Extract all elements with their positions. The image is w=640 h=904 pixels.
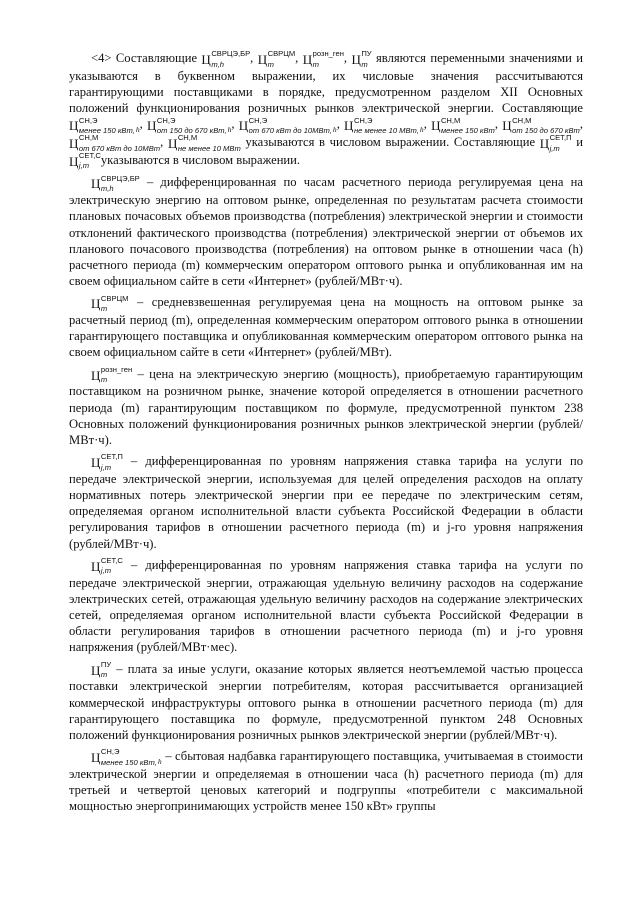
definition-text: – плата за иные услуги, оказание которых является неотъемлемой частью процесса поставки электрической энергии потребителям, которая рассчитывается организацией коммерческой инфраструктуры оптового рынка в отношении расчетного периода (m) для гарантирующего поставщика по формуле, предусмотренной пунктом 248 Основных положений функционирования розничных рынков электрической энергии (рублей/МВт·ч). (69, 661, 583, 742)
intro-text-4: указываются в числовом выражении. (100, 152, 301, 167)
symbol-sn-e-670-10mw: Ц СН,Э от 670 кВт до 10МВт, h (238, 115, 337, 135)
definition-symbol: Ц СВРЦМ m (91, 293, 129, 313)
definition-set-p (69, 453, 583, 552)
definition-symbol: Ц СВРЦЭ,БР m,h (91, 173, 140, 193)
symbol-ts-pu: Ц ПУ m (351, 49, 372, 69)
symbol-sn-m-670-10mw: Ц СН,М от 670 кВт до 10МВт (69, 133, 161, 153)
intro-text-3: и (576, 135, 583, 150)
intro-lead: <4> Составляющие (91, 51, 198, 65)
definition-symbol: Ц розн_ген m (91, 364, 133, 385)
symbol-sn-m-lt150: Ц СН,М менее 150 кВт (431, 115, 495, 135)
symbol-ts-svrtsm: Ц СВРЦМ m (257, 49, 296, 69)
definition-text: – цена на электрическую энергию (мощность), приобретаемую гарантирующим поставщиком на розничном рынке, значение которой определяется в отношении расчетного периода (m) гарантирующим поставщиком по формуле, предусмотренной пунктом 238 Основных положений функционирования розничных рынков электрической энергии (рублей/МВт·ч). (69, 366, 583, 447)
symbol-ts-svrtse-br: Ц СВРЦЭ,БР m,h (201, 49, 251, 69)
symbol-set-p: Ц СЕТ,П j,m (539, 133, 572, 153)
definition-svrtse-br (69, 174, 583, 289)
definition-symbol: Ц СЕТ,П j,m (91, 452, 123, 472)
definition-pu (69, 661, 583, 744)
definition-text: – дифференцированная по уровням напряжения ставка тарифа на услуги по передаче электрической энергии, отражающая удельную величину расходов на содержание электрических сетей, отражающая удельную величину расходов на содержание электрических сетей, определяемая органом исполнительной власти субъекта Российской Федерации в области регулирования тарифов в отношении расчетного периода (m) и j-го уровня напряжения (рублей/МВт·мес). (69, 557, 583, 655)
definition-rozn-gen (69, 366, 583, 449)
definition-text: – средневзвешенная регулируемая цена на мощность на оптовом рынке за расчетный период (m), определенная коммерческим оператором оптового рынка в отношении гарантирующего поставщика и опубликованная коммерческим оператором оптового рынка на своем официальном сайте в сети «Интернет» (рублей/МВт). (69, 295, 583, 360)
symbol-set-s: Ц СЕТ,С j,m (69, 151, 101, 171)
symbol-sn-e-150-670: Ц СН,Э от 150 до 670 кВт, h (146, 115, 232, 135)
intro-text-1: являются переменными значениями и указываются в буквенном выражении, их числовые значения рассчитываются гарантирующими поставщиками в порядке, предусмотренном разделом XII Основных положений функционирования розничных рынков электрической энергии. Составляющие (69, 51, 583, 116)
symbol-ts-rozn-gen: Ц розн_ген m (302, 49, 344, 69)
definition-svrtsm (69, 294, 583, 360)
definition-text: – дифференцированная по уровням напряжения ставка тарифа на услуги по передаче электрической энергии, используемая для целей определения расходов на оплату нормативных потерь электрической энергии при ее передаче по электрическим сетям, определяемая органом исполнительной власти субъекта Российской Федерации в области регулирования тарифов в отношении расчетного периода (m) и j-го уровня напряжения (рублей/МВт·ч). (69, 454, 583, 551)
definition-text: – сбытовая надбавка гарантирующего поставщика, учитываемая в стоимости электрической энергии и определяемая в отношении часа (h) расчетного периода (m) для третьей и четвертой ценовых категорий и подгруппы «потребители с максимальной мощностью энергопринимающих устройств менее 150 кВт» группы (69, 749, 583, 814)
intro-paragraph: <4> Составляющие Ц СВРЦЭ,БР m,h , Ц СВРЦМ m , Ц розн_ген m , Ц ПУ m являются переменными значениями и указываются в буквенном выражении, их числовые значения рассчитываются гарантирующими поставщиками в порядке, предусмотренном разделом XII Основных положений функционирования розничных рынков электрической энергии. Составляющие Ц СН,Э менее 150 кВт, h , Ц СН,Э от 150 до 670 кВт, h , Ц СН,Э от 670 кВт до 10МВт, h , Ц СН,Э не менее 10 МВт, h , Ц СН,М менее 150 кВт , Ц СН,М от 150 до 670 кВт , Ц СН,М от 670 кВт до 10МВт , Ц СН,М не менее 10 МВт указываются в числовом выражении. Составляющие Ц СЕТ,П j,m и Ц СЕТ,С j,m указываются в числовом выражении. (69, 49, 583, 171)
symbol-sn-e-ge10mw: Ц СН,Э не менее 10 МВт, h (344, 115, 424, 135)
definition-symbol: Ц СЕТ,С j,m (91, 556, 123, 576)
definition-text: – дифференцированная по часам расчетного периода регулируемая цена на электрическую энергию на оптовом рынке, определенная по результатам расчета стоимости плановых почасовых объемов производства (потребления) электрической энергии и стоимости отклонений фактического производства (потребления) электрической энергии от объемов их планового почасового производства (потребления) на оптовом рынке в отношении часа (h) расчетного периода (m) коммерческим оператором оптового рынка и опубликованная им на своем официальном сайте в сети «Интернет» (рублей/МВт·ч). (69, 175, 583, 289)
symbol-sn-m-150-670: Ц СН,М от 150 до 670 кВт (502, 115, 580, 135)
definition-set-s (69, 557, 583, 656)
definition-sn-e-lt150 (69, 748, 583, 814)
symbol-sn-m-ge10mw: Ц СН,М не менее 10 МВт (167, 133, 241, 153)
intro-text-2: указываются в числовом выражении. Составляющие (245, 135, 536, 150)
definition-symbol: Ц СН,Э менее 150 кВт, h (91, 747, 162, 767)
definition-symbol: Ц ПУ m (91, 659, 112, 680)
symbol-sn-e-lt150: Ц СН,Э менее 150 кВт, h (69, 115, 140, 135)
